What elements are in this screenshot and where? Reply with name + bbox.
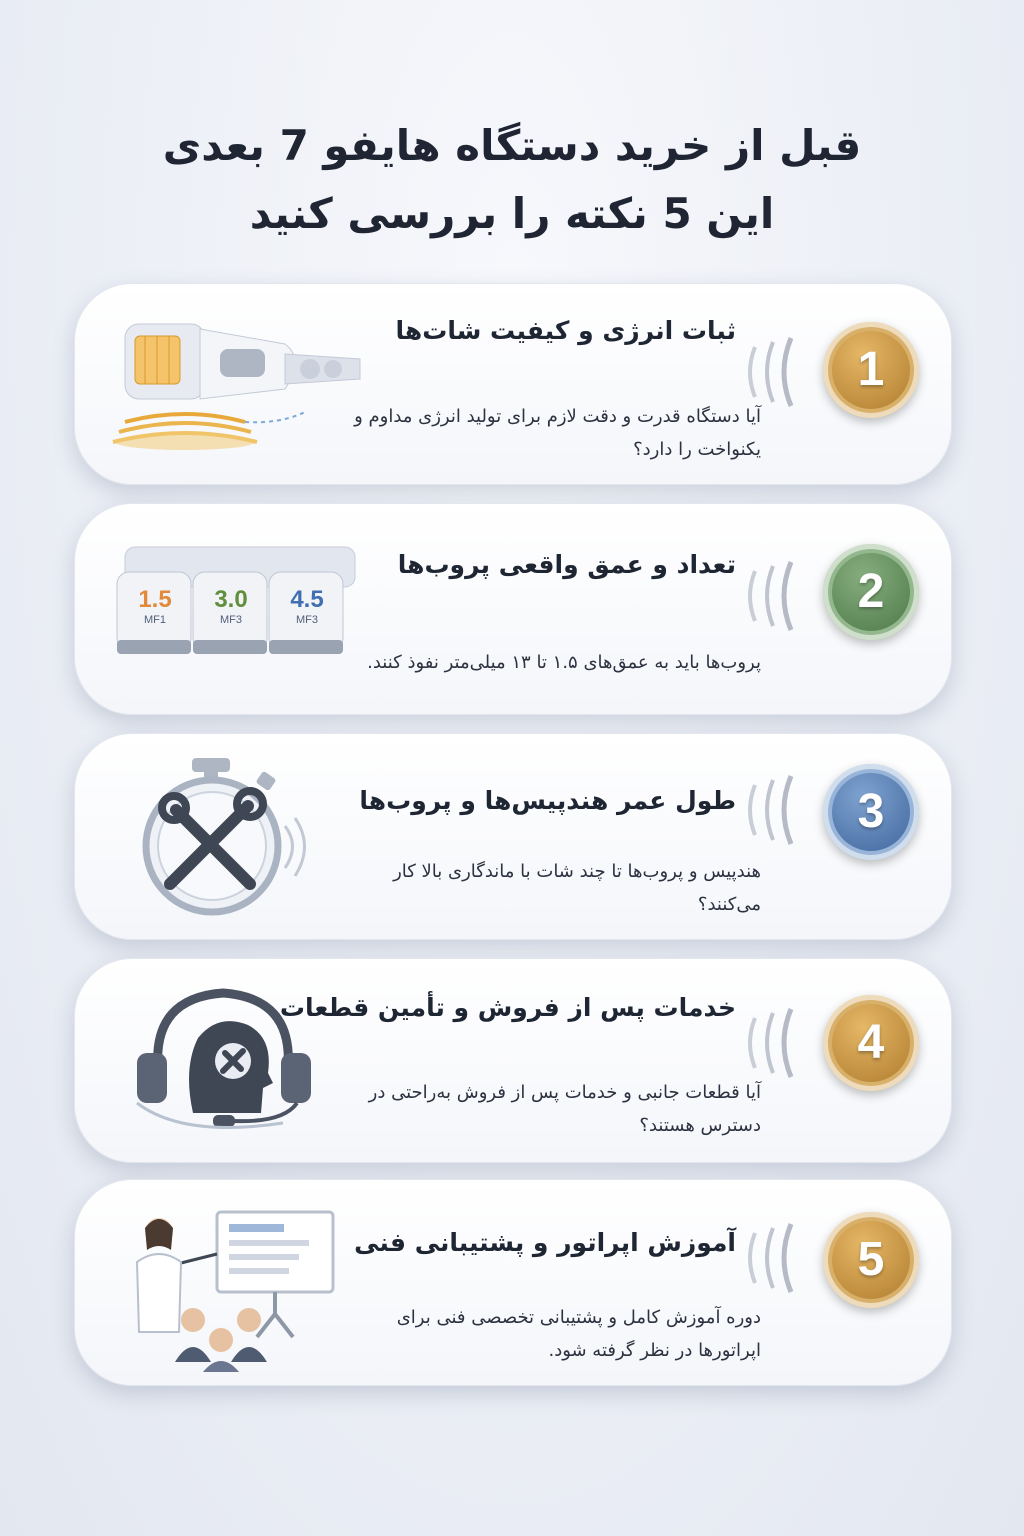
number-badge-1: 1 bbox=[823, 322, 919, 418]
tip-heading-2: تعداد و عمق واقعی پروب‌ها bbox=[397, 550, 736, 579]
number-badge-5: 5 bbox=[823, 1212, 919, 1308]
tip-desc-2: پروب‌ها باید به عمق‌های ۱.۵ تا ۱۳ میلی‌متر نفوذ کنند. bbox=[367, 652, 761, 673]
tip-heading-4: خدمات پس از فروش و تأمین قطعات bbox=[279, 993, 736, 1022]
stopwatch-tools-icon bbox=[130, 756, 340, 916]
number-badge-3: 3 bbox=[823, 764, 919, 860]
tip-heading-5: آموزش اپراتور و پشتیبانی فنی bbox=[354, 1228, 736, 1257]
tip-desc-5: دوره آموزش کامل و پشتیبانی تخصصی فنی برای اپراتورها در نظر گرفته شود. bbox=[396, 1307, 761, 1361]
tip-desc-3: هندپیس و پروب‌ها تا چند شات با ماندگاری بالا کار می‌کنند؟ bbox=[393, 861, 761, 915]
tip-heading-1: ثبات انرژی و کیفیت شات‌ها bbox=[395, 316, 736, 345]
title-line-1: قبل از خرید دستگاه هایفو 7 بعدی bbox=[162, 121, 862, 170]
title-line-2: این 5 نکته را بررسی کنید bbox=[249, 189, 775, 238]
page-title bbox=[0, 112, 1024, 248]
signal-waves-icon bbox=[745, 1218, 815, 1298]
signal-waves-icon bbox=[745, 556, 815, 636]
tip-card-3 bbox=[74, 733, 952, 940]
number-badge-2: 2 bbox=[823, 544, 919, 640]
hifu-handpiece-icon bbox=[105, 304, 365, 454]
tip-card-5 bbox=[74, 1179, 952, 1386]
signal-waves-icon bbox=[745, 332, 815, 412]
tip-card-2 bbox=[74, 503, 952, 715]
cartridge-1: 1.5 MF1 bbox=[138, 586, 172, 626]
training-presentation-icon bbox=[117, 1202, 347, 1372]
tip-desc-4: آیا قطعات جانبی و خدمات پس از فروش به‌راحتی در دسترس هستند؟ bbox=[368, 1082, 761, 1136]
signal-waves-icon bbox=[745, 1003, 815, 1083]
tip-heading-3: طول عمر هندپیس‌ها و پروب‌ها bbox=[359, 786, 736, 815]
cartridge-2: 3.0 MF3 bbox=[214, 586, 248, 626]
tip-desc-1: آیا دستگاه قدرت و دقت لازم برای تولید انرژی مداوم و یکنواخت را دارد؟ bbox=[354, 406, 761, 460]
tip-card-4 bbox=[74, 958, 952, 1163]
number-badge-4: 4 bbox=[823, 995, 919, 1091]
cartridge-3: 4.5 MF3 bbox=[290, 586, 324, 626]
signal-waves-icon bbox=[745, 770, 815, 850]
tip-card-1 bbox=[74, 283, 952, 485]
